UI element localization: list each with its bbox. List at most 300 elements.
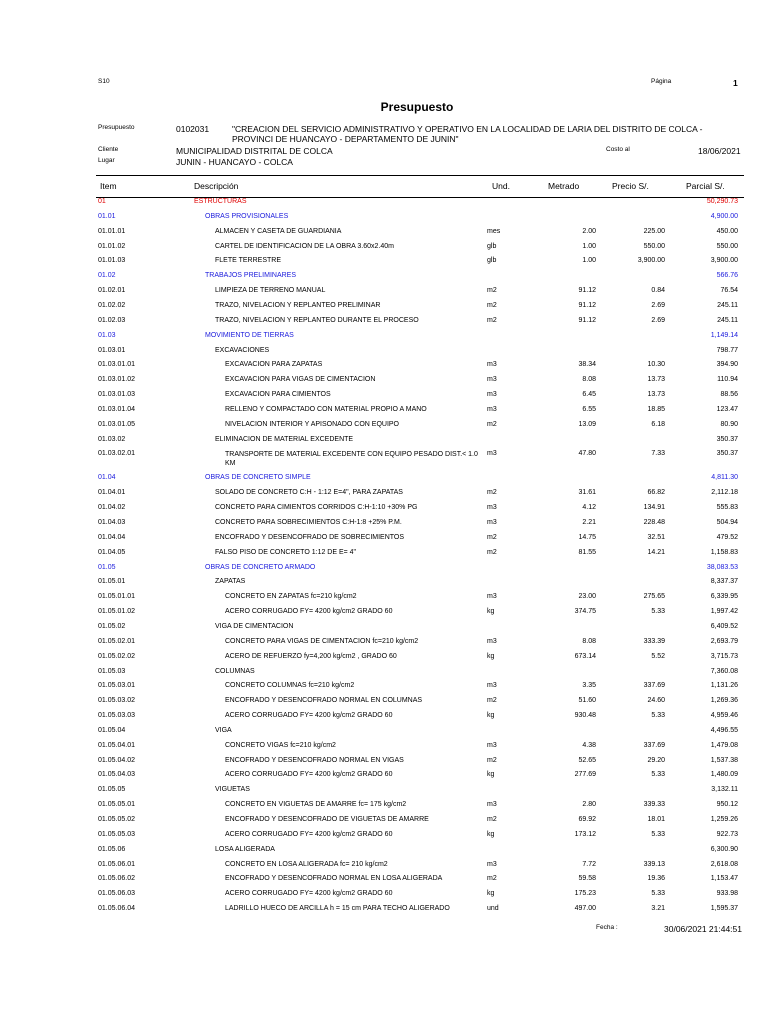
page-title: Presupuesto bbox=[380, 100, 454, 114]
row-metrado: 6.45 bbox=[582, 391, 596, 399]
row-parcial: 88.56 bbox=[720, 391, 738, 399]
row-item: 01.05 bbox=[98, 563, 116, 571]
row-desc: OBRAS PROVISIONALES bbox=[205, 212, 289, 220]
row-unit: m3 bbox=[487, 376, 497, 384]
table-row bbox=[0, 682, 768, 696]
row-desc: ACERO CORRUGADO FY= 4200 kg/cm2 GRADO 60 bbox=[225, 712, 393, 720]
row-item: 01.03.02.01 bbox=[98, 450, 135, 458]
row-item: 01.05.01.02 bbox=[98, 608, 135, 616]
row-parcial: 504.94 bbox=[716, 519, 738, 526]
row-parcial: 7,360.08 bbox=[710, 667, 738, 675]
row-desc: NIVELACION INTERIOR Y APISONADO CON EQUIPO bbox=[225, 420, 400, 428]
row-desc: LADRILLO HUECO DE ARCILLA h = 15 cm PARA TECHO ALIGERADO bbox=[225, 905, 450, 913]
row-desc: OBRAS DE CONCRETO SIMPLE bbox=[205, 474, 311, 482]
row-metrado: 1.00 bbox=[582, 242, 596, 250]
row-parcial: 566.76 bbox=[716, 272, 738, 280]
fecha-label: Fecha : bbox=[596, 924, 618, 931]
row-unit: kg bbox=[487, 712, 495, 720]
row-desc: CARTEL DE IDENTIFICACION DE LA OBRA 3.60x2.40m bbox=[215, 242, 394, 250]
row-metrado: 673.14 bbox=[574, 652, 596, 660]
row-metrado: 38.34 bbox=[578, 361, 596, 369]
row-unit: m3 bbox=[487, 504, 497, 512]
table-row bbox=[0, 519, 768, 533]
row-parcial: 350.37 bbox=[716, 450, 738, 458]
presupuesto-label: Presupuesto bbox=[98, 124, 135, 131]
report-code: S10 bbox=[98, 78, 110, 85]
row-parcial: 798.77 bbox=[716, 346, 738, 354]
row-precio: 29.20 bbox=[647, 756, 665, 764]
row-precio: 5.33 bbox=[651, 608, 665, 616]
row-precio: 3,900.00 bbox=[637, 257, 665, 265]
row-parcial: 555.83 bbox=[716, 504, 738, 512]
row-item: 01.05.06.01 bbox=[98, 860, 135, 868]
row-item: 01.05.01.01 bbox=[98, 593, 135, 601]
row-item: 01.01.02 bbox=[98, 242, 126, 250]
row-parcial: 50,290.73 bbox=[706, 198, 738, 205]
row-precio: 13.73 bbox=[647, 376, 665, 384]
row-unit: m2 bbox=[487, 316, 497, 324]
table-row bbox=[0, 436, 768, 450]
row-metrado: 59.58 bbox=[578, 875, 596, 883]
row-precio: 339.33 bbox=[643, 801, 665, 809]
row-parcial: 4,900.00 bbox=[710, 212, 738, 220]
row-precio: 18.01 bbox=[647, 816, 665, 823]
presupuesto-code: 0102031 bbox=[176, 124, 210, 134]
row-parcial: 2,618.08 bbox=[710, 860, 738, 868]
lugar-label: Lugar bbox=[98, 157, 115, 164]
presupuesto-name: "CREACION DEL SERVICIO ADMINISTRATIVO Y OPERATIVO EN LA LOCALIDAD DE LARIA DEL DISTRITO DE COLCA - PROVINCI DE HUANCAYO - DEPARTAMENTO DE JUNIN" bbox=[232, 124, 703, 144]
row-desc: CONCRETO PARA CIMIENTOS CORRIDOS C:H-1:10 +30% PG bbox=[215, 504, 418, 512]
row-unit: m3 bbox=[487, 450, 497, 458]
row-item: 01.01 bbox=[98, 212, 116, 220]
table-row bbox=[0, 332, 768, 346]
row-desc: COLUMNAS bbox=[215, 667, 255, 675]
row-item: 01.05.04.02 bbox=[98, 756, 135, 764]
row-desc: VIGUETAS bbox=[215, 786, 250, 794]
row-parcial: 1,595.37 bbox=[710, 905, 738, 913]
cliente-value: MUNICIPALIDAD DISTRITAL DE COLCA bbox=[176, 146, 333, 156]
row-parcial: 1,158.83 bbox=[710, 548, 738, 556]
lugar-value: JUNIN - HUANCAYO - COLCA bbox=[176, 157, 293, 167]
table-row bbox=[0, 287, 768, 301]
table-row bbox=[0, 578, 768, 592]
row-parcial: 4,959.46 bbox=[710, 712, 738, 720]
row-item: 01.05.01 bbox=[98, 578, 126, 586]
row-parcial: 950.12 bbox=[716, 801, 738, 809]
row-parcial: 1,131.26 bbox=[710, 682, 738, 690]
row-metrado: 374.75 bbox=[574, 608, 596, 616]
row-metrado: 91.12 bbox=[578, 316, 596, 324]
row-precio: 225.00 bbox=[643, 227, 665, 235]
header-item: Item bbox=[100, 181, 117, 191]
row-precio: 14.21 bbox=[647, 548, 665, 556]
row-metrado: 277.69 bbox=[574, 771, 596, 779]
row-item: 01.04.05 bbox=[98, 548, 126, 556]
row-precio: 2.69 bbox=[651, 301, 665, 309]
row-precio: 0.84 bbox=[651, 287, 665, 295]
table-row bbox=[0, 347, 768, 361]
row-desc: CONCRETO PARA SOBRECIMIENTOS C:H-1:8 +25% P.M. bbox=[215, 519, 402, 526]
table-row bbox=[0, 771, 768, 785]
row-parcial: 1,537.38 bbox=[710, 756, 738, 764]
row-precio: 7.33 bbox=[651, 450, 665, 458]
row-unit: m2 bbox=[487, 533, 497, 541]
fecha-value: 30/06/2021 21:44:51 bbox=[664, 924, 742, 934]
row-item: 01.03 bbox=[98, 331, 116, 339]
row-parcial: 6,300.90 bbox=[710, 845, 738, 853]
row-precio: 10.30 bbox=[647, 361, 665, 369]
row-metrado: 4.12 bbox=[582, 504, 596, 512]
table-row bbox=[0, 786, 768, 800]
row-parcial: 76.54 bbox=[720, 287, 738, 295]
row-unit: mes bbox=[487, 227, 501, 235]
table-row bbox=[0, 213, 768, 227]
row-desc: EXCAVACIONES bbox=[215, 346, 270, 354]
row-metrado: 497.00 bbox=[574, 905, 596, 913]
header-parcial: Parcial S/. bbox=[686, 181, 725, 191]
row-unit: m2 bbox=[487, 301, 497, 309]
row-metrado: 51.60 bbox=[578, 697, 596, 705]
row-item: 01.03.01.04 bbox=[98, 405, 135, 413]
row-item: 01.03.01 bbox=[98, 346, 126, 354]
row-unit: m3 bbox=[487, 391, 497, 399]
row-item: 01.05.04.01 bbox=[98, 741, 135, 749]
table-row bbox=[0, 198, 768, 212]
table-row bbox=[0, 549, 768, 563]
table-row bbox=[0, 757, 768, 771]
row-desc: ESTRUCTURAS bbox=[194, 198, 247, 205]
table-row bbox=[0, 890, 768, 904]
row-item: 01.05.02.02 bbox=[98, 652, 135, 660]
row-metrado: 23.00 bbox=[578, 593, 596, 601]
row-precio: 5.33 bbox=[651, 830, 665, 838]
row-metrado: 3.35 bbox=[582, 682, 596, 690]
row-unit: m2 bbox=[487, 548, 497, 556]
row-unit: m3 bbox=[487, 801, 497, 809]
row-desc: TRAZO, NIVELACION Y REPLANTEO DURANTE EL PROCESO bbox=[215, 316, 419, 324]
row-desc: ACERO CORRUGADO FY= 4200 kg/cm2 GRADO 60 bbox=[225, 608, 393, 616]
row-unit: kg bbox=[487, 890, 495, 898]
row-item: 01.05.03 bbox=[98, 667, 126, 675]
row-parcial: 38,083.53 bbox=[706, 563, 738, 571]
row-unit: m2 bbox=[487, 489, 497, 497]
row-desc: ENCOFRADO Y DESENCOFRADO NORMAL EN LOSA ALIGERADA bbox=[225, 875, 443, 883]
table-row bbox=[0, 712, 768, 726]
row-metrado: 8.08 bbox=[582, 637, 596, 645]
row-precio: 337.69 bbox=[643, 682, 665, 690]
row-unit: m2 bbox=[487, 756, 497, 764]
table-row bbox=[0, 593, 768, 607]
row-precio: 3.21 bbox=[651, 905, 665, 913]
row-desc: TRANSPORTE DE MATERIAL EXCEDENTE CON EQUIPO PESADO DIST.< 1.0 KM bbox=[225, 451, 478, 468]
table-row bbox=[0, 697, 768, 711]
row-parcial: 1,479.08 bbox=[710, 741, 738, 749]
row-precio: 337.69 bbox=[643, 741, 665, 749]
row-desc: EXCAVACION PARA CIMIENTOS bbox=[225, 391, 331, 399]
row-item: 01.01.01 bbox=[98, 227, 126, 235]
row-precio: 550.00 bbox=[643, 242, 665, 250]
row-parcial: 1,259.26 bbox=[710, 816, 738, 823]
row-desc: RELLENO Y COMPACTADO CON MATERIAL PROPIO A MANO bbox=[225, 405, 427, 413]
row-desc: ENCOFRADO Y DESENCOFRADO DE SOBRECIMIENTOS bbox=[215, 533, 405, 541]
table-row bbox=[0, 623, 768, 637]
row-item: 01.05.06.04 bbox=[98, 905, 135, 913]
row-unit: m3 bbox=[487, 682, 497, 690]
table-row bbox=[0, 638, 768, 652]
table-row bbox=[0, 421, 768, 435]
table-row bbox=[0, 653, 768, 667]
row-item: 01.03.01.02 bbox=[98, 376, 135, 384]
row-desc: FLETE TERRESTRE bbox=[215, 257, 281, 265]
row-desc: CONCRETO PARA VIGAS DE CIMENTACION fc=210 kg/cm2 bbox=[225, 637, 419, 645]
table-row bbox=[0, 801, 768, 815]
row-metrado: 81.55 bbox=[578, 548, 596, 556]
row-desc: VIGA DE CIMENTACION bbox=[215, 622, 294, 630]
row-desc: CONCRETO COLUMNAS fc=210 kg/cm2 bbox=[225, 682, 355, 690]
row-parcial: 80.90 bbox=[720, 420, 738, 428]
table-row bbox=[0, 504, 768, 518]
row-precio: 19.36 bbox=[647, 875, 665, 883]
row-item: 01 bbox=[98, 198, 106, 205]
row-desc: ACERO CORRUGADO FY= 4200 kg/cm2 GRADO 60 bbox=[225, 830, 393, 838]
row-parcial: 922.73 bbox=[716, 830, 738, 838]
row-item: 01.05.03.02 bbox=[98, 697, 135, 705]
row-metrado: 31.61 bbox=[578, 489, 596, 497]
row-item: 01.05.04 bbox=[98, 726, 126, 734]
row-desc: ENCOFRADO Y DESENCOFRADO NORMAL EN VIGAS bbox=[225, 756, 404, 764]
row-item: 01.01.03 bbox=[98, 257, 126, 265]
row-desc: ELIMINACION DE MATERIAL EXCEDENTE bbox=[215, 435, 354, 443]
row-parcial: 479.52 bbox=[716, 533, 738, 541]
row-parcial: 450.00 bbox=[716, 227, 738, 235]
row-precio: 66.82 bbox=[647, 489, 665, 497]
row-metrado: 91.12 bbox=[578, 287, 596, 295]
row-unit: kg bbox=[487, 830, 495, 838]
row-desc: TRAZO, NIVELACION Y REPLANTEO PRELIMINAR bbox=[215, 301, 381, 309]
row-desc: MOVIMIENTO DE TIERRAS bbox=[205, 331, 294, 339]
header-desc: Descripción bbox=[194, 181, 239, 191]
row-item: 01.05.05.02 bbox=[98, 816, 135, 823]
row-metrado: 173.12 bbox=[574, 830, 596, 838]
row-item: 01.03.02 bbox=[98, 435, 126, 443]
row-metrado: 52.65 bbox=[578, 756, 596, 764]
row-desc: LIMPIEZA DE TERRENO MANUAL bbox=[215, 287, 326, 295]
table-row bbox=[0, 742, 768, 756]
header-und: Und. bbox=[492, 181, 510, 191]
cliente-label: Cliente bbox=[98, 146, 119, 153]
row-desc: TRABAJOS PRELIMINARES bbox=[205, 272, 297, 280]
row-precio: 32.51 bbox=[647, 533, 665, 541]
row-desc: ENCOFRADO Y DESENCOFRADO NORMAL EN COLUMNAS bbox=[225, 697, 423, 705]
row-desc: SOLADO DE CONCRETO C:H - 1:12 E=4", PARA ZAPATAS bbox=[215, 489, 403, 497]
row-precio: 24.60 bbox=[647, 697, 665, 705]
row-unit: m3 bbox=[487, 405, 497, 413]
row-desc: ACERO CORRUGADO FY= 4200 kg/cm2 GRADO 60 bbox=[225, 890, 393, 898]
row-item: 01.05.02 bbox=[98, 622, 126, 630]
row-parcial: 6,409.52 bbox=[710, 622, 738, 630]
row-precio: 333.39 bbox=[643, 637, 665, 645]
row-unit: kg bbox=[487, 608, 495, 616]
row-precio: 228.48 bbox=[643, 519, 665, 526]
row-precio: 5.33 bbox=[651, 712, 665, 720]
row-unit: m3 bbox=[487, 860, 497, 868]
table-header bbox=[96, 175, 744, 198]
header-metrado: Metrado bbox=[548, 181, 580, 191]
row-desc: VIGA bbox=[215, 726, 232, 734]
row-desc: CONCRETO EN LOSA ALIGERADA fc= 210 kg/cm2 bbox=[225, 860, 388, 868]
row-item: 01.04.03 bbox=[98, 519, 126, 526]
row-unit: m3 bbox=[487, 741, 497, 749]
row-parcial: 2,112.18 bbox=[711, 489, 738, 497]
row-parcial: 245.11 bbox=[717, 316, 738, 324]
page-label: Página bbox=[651, 78, 672, 85]
row-parcial: 3,715.73 bbox=[710, 652, 738, 660]
row-item: 01.02.02 bbox=[98, 301, 126, 309]
row-metrado: 47.80 bbox=[578, 450, 596, 458]
row-item: 01.04.01 bbox=[98, 489, 126, 497]
table-row bbox=[0, 831, 768, 845]
row-item: 01.02.03 bbox=[98, 316, 126, 324]
row-item: 01.05.06.03 bbox=[98, 890, 135, 898]
row-unit: m3 bbox=[487, 361, 497, 369]
row-item: 01.03.01.05 bbox=[98, 420, 135, 428]
row-item: 01.04.04 bbox=[98, 533, 126, 541]
row-precio: 134.91 bbox=[643, 504, 665, 512]
row-metrado: 2.80 bbox=[582, 801, 596, 809]
table-row bbox=[0, 534, 768, 548]
row-precio: 339.13 bbox=[643, 860, 665, 868]
row-metrado: 69.92 bbox=[578, 816, 596, 823]
table-row bbox=[0, 302, 768, 316]
row-item: 01.05.06 bbox=[98, 845, 126, 853]
row-metrado: 8.08 bbox=[582, 376, 596, 384]
row-item: 01.02.01 bbox=[98, 287, 126, 295]
row-parcial: 2,693.79 bbox=[710, 637, 738, 645]
row-unit: m2 bbox=[487, 816, 497, 823]
row-desc: LOSA ALIGERADA bbox=[215, 845, 275, 853]
row-metrado: 2.21 bbox=[582, 519, 596, 526]
row-parcial: 933.98 bbox=[716, 890, 738, 898]
row-metrado: 6.55 bbox=[582, 405, 596, 413]
row-precio: 5.33 bbox=[651, 771, 665, 779]
row-item: 01.04.02 bbox=[98, 504, 126, 512]
row-parcial: 123.47 bbox=[716, 405, 738, 413]
row-desc: ALMACEN Y CASETA DE GUARDIANIA bbox=[215, 227, 342, 235]
row-item: 01.03.01.03 bbox=[98, 391, 135, 399]
table-row bbox=[0, 668, 768, 682]
table-row bbox=[0, 228, 768, 242]
row-parcial: 3,132.11 bbox=[711, 786, 738, 794]
row-unit: m3 bbox=[487, 593, 497, 601]
row-unit: kg bbox=[487, 652, 495, 660]
row-desc: ENCOFRADO Y DESENCOFRADO DE VIGUETAS DE AMARRE bbox=[225, 816, 429, 823]
table-row bbox=[0, 727, 768, 741]
row-parcial: 1,997.42 bbox=[710, 608, 738, 616]
row-parcial: 550.00 bbox=[716, 242, 738, 250]
row-desc: FALSO PISO DE CONCRETO 1:12 DE E= 4" bbox=[215, 548, 357, 556]
row-parcial: 8,337.37 bbox=[710, 578, 738, 586]
row-precio: 18.85 bbox=[647, 405, 665, 413]
table-row bbox=[0, 846, 768, 860]
row-unit: glb bbox=[487, 257, 497, 265]
row-unit: m3 bbox=[487, 637, 497, 645]
row-item: 01.05.02.01 bbox=[98, 637, 135, 645]
row-metrado: 14.75 bbox=[578, 533, 596, 541]
row-precio: 13.73 bbox=[647, 391, 665, 399]
row-desc: ACERO CORRUGADO FY= 4200 kg/cm2 GRADO 60 bbox=[225, 771, 393, 779]
table-row bbox=[0, 816, 768, 830]
row-precio: 5.33 bbox=[651, 890, 665, 898]
table-row bbox=[0, 376, 768, 390]
row-unit: m3 bbox=[487, 519, 497, 526]
row-parcial: 3,900.00 bbox=[710, 257, 738, 265]
costo-date: 18/06/2021 bbox=[698, 146, 741, 156]
row-unit: m2 bbox=[487, 287, 497, 295]
row-parcial: 110.94 bbox=[717, 376, 738, 384]
row-desc: CONCRETO EN VIGUETAS DE AMARRE fc= 175 kg/cm2 bbox=[225, 801, 407, 809]
row-parcial: 4,811.30 bbox=[711, 474, 738, 482]
table-row bbox=[0, 489, 768, 503]
row-unit: und bbox=[487, 905, 499, 913]
row-desc: OBRAS DE CONCRETO ARMADO bbox=[205, 563, 316, 571]
row-item: 01.05.05 bbox=[98, 786, 126, 794]
row-parcial: 1,269.36 bbox=[710, 697, 738, 705]
table-row bbox=[0, 608, 768, 622]
row-parcial: 1,153.47 bbox=[710, 875, 738, 883]
row-item: 01.05.03.01 bbox=[98, 682, 135, 690]
page-number: 1 bbox=[733, 78, 738, 88]
table-row bbox=[0, 361, 768, 375]
row-metrado: 1.00 bbox=[582, 257, 596, 265]
table-row bbox=[0, 450, 768, 472]
table-row bbox=[0, 474, 768, 488]
row-metrado: 2.00 bbox=[582, 227, 596, 235]
row-parcial: 350.37 bbox=[716, 435, 738, 443]
row-item: 01.05.04.03 bbox=[98, 771, 135, 779]
table-row bbox=[0, 564, 768, 578]
row-desc: EXCAVACION PARA ZAPATAS bbox=[225, 361, 323, 369]
table-row bbox=[0, 272, 768, 286]
table-row bbox=[0, 391, 768, 405]
row-item: 01.05.05.01 bbox=[98, 801, 135, 809]
row-parcial: 1,149.14 bbox=[710, 331, 738, 339]
table-row bbox=[0, 905, 768, 919]
row-precio: 6.18 bbox=[651, 420, 665, 428]
row-parcial: 4,496.55 bbox=[710, 726, 738, 734]
row-unit: kg bbox=[487, 771, 495, 779]
row-precio: 5.52 bbox=[651, 652, 665, 660]
row-metrado: 7.72 bbox=[582, 860, 596, 868]
row-metrado: 13.09 bbox=[578, 420, 596, 428]
row-desc: CONCRETO VIGAS fc=210 kg/cm2 bbox=[225, 741, 336, 749]
row-parcial: 1,480.09 bbox=[710, 771, 738, 779]
row-unit: m2 bbox=[487, 420, 497, 428]
table-row bbox=[0, 406, 768, 420]
row-metrado: 930.48 bbox=[574, 712, 596, 720]
row-desc: ACERO DE REFUERZO fy=4,200 kg/cm2 , GRADO 60 bbox=[225, 652, 397, 660]
row-desc: EXCAVACION PARA VIGAS DE CIMENTACION bbox=[225, 376, 376, 384]
row-metrado: 4.38 bbox=[582, 741, 596, 749]
table-row bbox=[0, 875, 768, 889]
row-precio: 2.69 bbox=[651, 316, 665, 324]
table-row bbox=[0, 243, 768, 257]
table-row bbox=[0, 861, 768, 875]
row-item: 01.02 bbox=[98, 272, 116, 280]
row-item: 01.04 bbox=[98, 474, 116, 482]
row-item: 01.05.06.02 bbox=[98, 875, 135, 883]
row-unit: glb bbox=[487, 242, 497, 250]
costo-label: Costo al bbox=[606, 146, 630, 153]
